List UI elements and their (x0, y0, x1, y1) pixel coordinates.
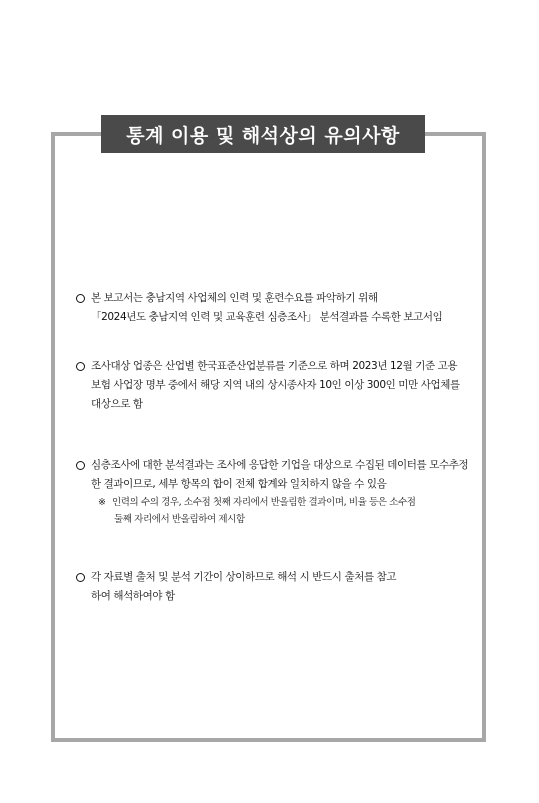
notice-line: 각 자료별 출처 및 분석 기간이 상이하므로 해석 시 반드시 출처를 참고 (91, 571, 397, 583)
notice-item-3 (76, 456, 476, 528)
circle-bullet-icon (76, 461, 85, 470)
notice-line: 조사대상 업종은 산업별 한국표준산업분류를 기준으로 하며 2023년 12월 기준 고용 (91, 360, 458, 372)
notice-line: 본 보고서는 충남지역 사업체의 인력 및 훈련수요를 파악하기 위해 (91, 292, 378, 304)
notice-line: 하여 해석하여야 함 (91, 590, 175, 602)
notice-line: 한 결과이므로, 세부 항목의 합이 전체 합계와 일치하지 않을 수 있음 (91, 478, 387, 490)
circle-bullet-icon (76, 573, 85, 582)
footnote-line: 인력의 수의 경우, 소수점 첫째 자리에서 반올림한 결과이며, 비율 등은 소수점 (112, 497, 416, 508)
notice-item-1 (76, 289, 476, 327)
footnote (76, 494, 476, 511)
reference-mark: ※ (98, 497, 106, 508)
notice-line: 「2024년도 충남지역 인력 및 교육훈련 심층조사」 분석결과를 수록한 보고서임 (91, 311, 443, 323)
notice-item-2 (76, 357, 476, 414)
notice-line: 심층조사에 대한 분석결과는 조사에 응답한 기업을 대상으로 수집된 데이터를 모수추정 (91, 459, 469, 471)
page-title: 통계 이용 및 해석상의 유의사항 (101, 115, 425, 153)
footnote-line: 둘째 자리에서 반올림하여 제시함 (114, 514, 245, 525)
notice-line: 보험 사업장 명부 중에서 해당 지역 내의 상시종사자 10인 이상 300인 미만 사업체를 (91, 379, 460, 391)
notice-item-4 (76, 568, 476, 606)
circle-bullet-icon (76, 294, 85, 303)
notice-frame (51, 132, 486, 742)
circle-bullet-icon (76, 362, 85, 371)
notice-line: 대상으로 함 (91, 398, 143, 410)
